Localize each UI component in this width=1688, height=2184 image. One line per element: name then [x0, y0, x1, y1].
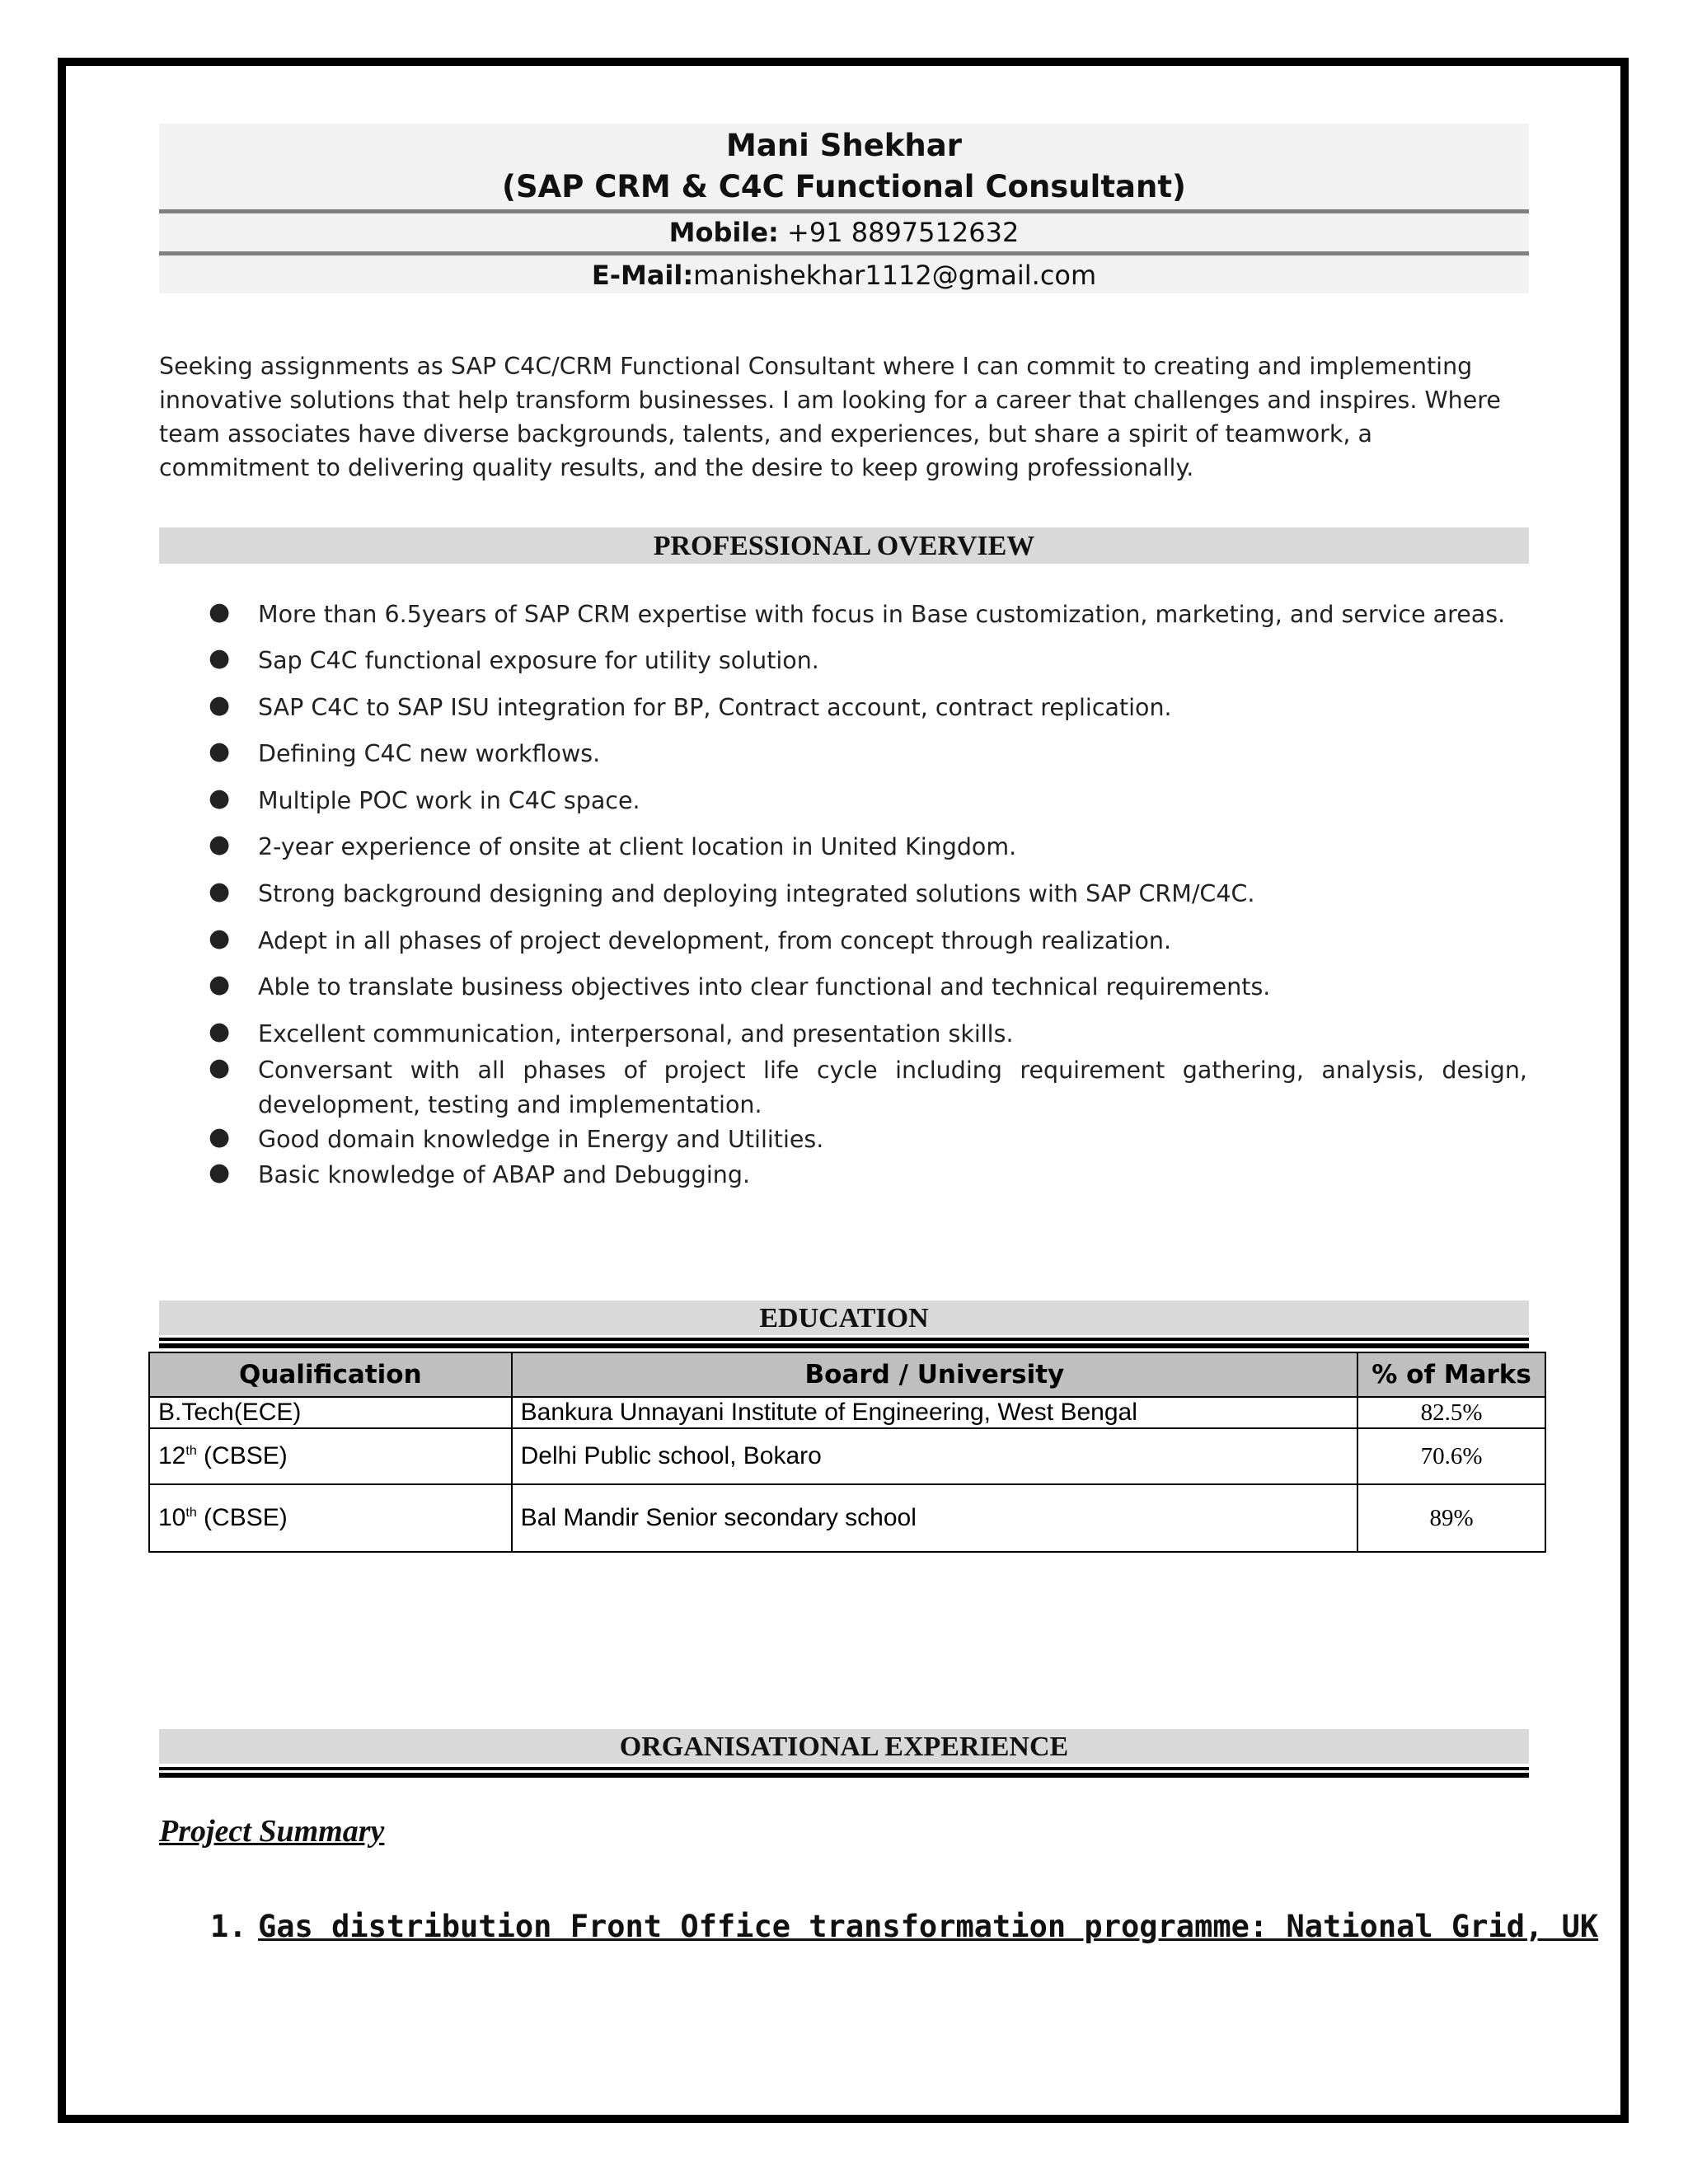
column-header-board: Board / University	[512, 1352, 1358, 1397]
qualification-cell: 10th (CBSE)	[149, 1484, 512, 1552]
bullet-icon: ●	[209, 1053, 231, 1082]
marks-cell: 89%	[1357, 1484, 1545, 1552]
education-table	[148, 1352, 1546, 1553]
board-cell: Bankura Unnayani Institute of Engineering, West Bengal	[512, 1397, 1358, 1428]
bullet-icon: ●	[209, 644, 231, 673]
marks-cell: 82.5%	[1357, 1397, 1545, 1428]
heading-rule	[159, 1338, 1529, 1341]
mobile-line	[159, 213, 1529, 251]
qualification-cell: B.Tech(ECE)	[149, 1397, 512, 1428]
candidate-title: (SAP CRM & C4C Functional Consultant)	[159, 166, 1529, 209]
email-value: manishekhar1112@gmail.com	[693, 260, 1097, 291]
bullet-icon: ●	[209, 830, 231, 859]
project-summary-heading: Project Summary	[159, 1814, 385, 1849]
bullet-icon: ●	[209, 1158, 231, 1187]
heading-rule	[159, 1767, 1529, 1770]
table-row	[149, 1397, 1545, 1428]
mobile-label: Mobile:	[668, 217, 779, 248]
heading-rule	[159, 1343, 1529, 1348]
mobile-value: +91 8897512632	[778, 217, 1020, 248]
column-header-marks: % of Marks	[1357, 1352, 1545, 1397]
bullet-icon: ●	[209, 970, 231, 999]
heading-rule	[159, 1773, 1529, 1778]
bullet-icon: ●	[209, 598, 231, 626]
bullet-icon: ●	[209, 1122, 231, 1151]
table-header-row	[149, 1352, 1545, 1397]
bullet-icon: ●	[209, 1017, 231, 1046]
bullet-icon: ●	[209, 877, 231, 906]
section-heading-organisational-experience: ORGANISATIONAL EXPERIENCE	[159, 1729, 1529, 1764]
table-row	[149, 1484, 1545, 1552]
qualification-cell: 12th (CBSE)	[149, 1428, 512, 1484]
section-heading-professional-overview: PROFESSIONAL OVERVIEW	[159, 527, 1529, 564]
career-objective: Seeking assignments as SAP C4C/CRM Functional Consultant where I can commit to creating and implementing innovative solutions that help transform businesses. I am looking for a career that challenges and inspires. Where team associates have diverse backgrounds, talents, and experiences, but share a spirit of teamwork, a commitment to delivering quality results, and the desire to keep growing professionally.	[159, 353, 1501, 481]
email-label: E-Mail:	[591, 260, 694, 291]
column-header-qualification: Qualification	[149, 1352, 512, 1397]
board-cell: Delhi Public school, Bokaro	[512, 1428, 1358, 1484]
email-line	[159, 255, 1529, 293]
marks-cell: 70.6%	[1357, 1428, 1545, 1484]
board-cell: Bal Mandir Senior secondary school	[512, 1484, 1358, 1552]
project-title: Gas distribution Front Office transformation programme: National Grid, UK	[258, 1909, 1599, 1944]
bullet-icon: ●	[209, 737, 231, 766]
table-row	[149, 1428, 1545, 1484]
bullet-icon: ●	[209, 924, 231, 953]
project-number: 1.	[210, 1909, 247, 1944]
bullet-icon: ●	[209, 784, 231, 813]
candidate-name: Mani Shekhar	[159, 124, 1529, 166]
section-heading-education: EDUCATION	[159, 1301, 1529, 1335]
bullet-icon: ●	[209, 691, 231, 719]
